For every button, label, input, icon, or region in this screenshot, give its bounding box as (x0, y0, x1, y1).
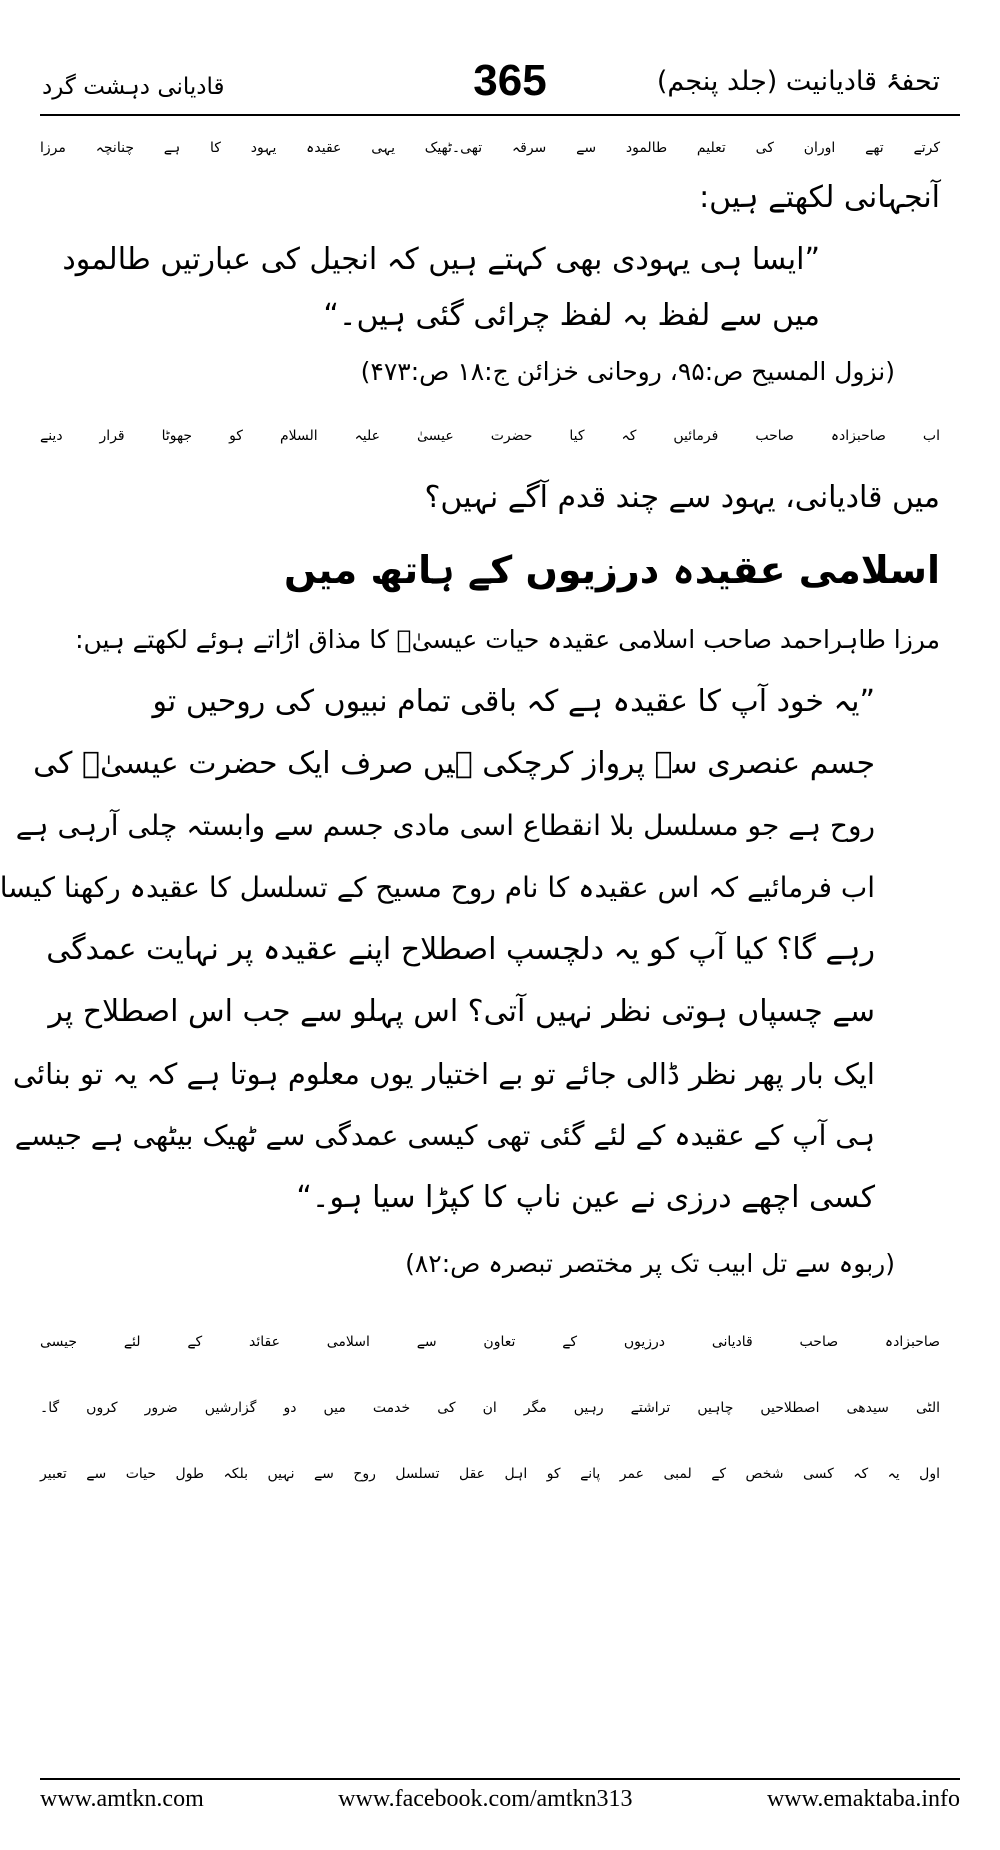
paragraph-line: اول یہ کہ کسی شخص کے لمبی عمر پانے کو اہل عقل تسلسل روح سے نہیں بلکہ طول حیات سے تعبیر (40, 1466, 940, 1482)
chapter-title: قادیانی دہشت گرد (42, 74, 225, 100)
page-number: 365 (473, 56, 547, 105)
reference-citation: (نزول المسیح ص:۹۵، روحانی خزائن ج:۱۸ ص:۴۷۳) (360, 357, 895, 386)
paragraph-line: صاحبزادہ صاحب قادیانی درزیوں کے تعاون سے اسلامی عقائد کے لئے جیسی (40, 1334, 940, 1350)
reference-citation: (ربوہ سے تل ابیب تک پر مختصر تبصرہ ص:۸۲) (405, 1249, 895, 1278)
quote-line: ہی آپ کے عقیدہ کے لئے گئی تھی کیسی عمدگی سے ٹھیک بیٹھی ہے جیسے (14, 1119, 875, 1152)
footer-link-emaktaba[interactable]: www.emaktaba.info (766, 1786, 960, 1812)
quote-line: میں سے لفظ بہ لفظ چرائی گئی ہیں۔“ (323, 298, 820, 333)
quote-line: ”یہ خود آپ کا عقیدہ ہے کہ باقی تمام نبیوں کی روحیں تو (152, 684, 875, 719)
paragraph-line: میں قادیانی، یہود سے چند قدم آگے نہیں؟ (424, 480, 940, 515)
quote-line: رہے گا؟ کیا آپ کو یہ دلچسپ اصطلاح اپنے عقیدہ پر نہایت عمدگی (46, 932, 875, 967)
section-heading: اسلامی عقیدہ درزیوں کے ہاتھ میں (283, 548, 940, 592)
footer-link-amtkn[interactable]: www.amtkn.com (40, 1786, 204, 1812)
quote-line: روح ہے جو مسلسل بلا انقطاع اسی مادی جسم سے وابستہ چلی آرہی ہے (15, 809, 875, 842)
paragraph-line: مرزا طاہراحمد صاحب اسلامی عقیدہ حیات عیسیٰؑ کا مذاق اڑاتے ہوئے لکھتے ہیں: (75, 625, 940, 654)
book-title: تحفۂ قادیانیت (جلد پنجم) (656, 66, 940, 97)
quote-line: سے چسپاں ہوتی نظر نہیں آتی؟ اس پہلو سے جب اس اصطلاح پر (48, 994, 875, 1029)
quote-line: کسی اچھے درزی نے عین ناپ کا کپڑا سیا ہو۔“ (296, 1180, 875, 1215)
quote-line: ایک بار پھر نظر ڈالی جائے تو بے اختیار یوں معلوم ہوتا ہے کہ یہ تو بنائی (12, 1057, 875, 1091)
footer-divider (40, 1778, 960, 1780)
paragraph-line: آنجہانی لکھتے ہیں: (699, 180, 940, 215)
paragraph-line: کرتے تھے اوران کی تعلیم طالمود سے سرقہ تھی۔ٹھیک یہی عقیدہ یہود کا ہے چنانچہ مرزا (40, 140, 941, 156)
quote-line: اب فرمائیے کہ اس عقیدہ کا نام روح مسیح کے تسلسل کا عقیدہ رکھنا کیسا (0, 871, 875, 904)
footer-links (40, 1786, 960, 1813)
paragraph-line: اب صاحبزادہ صاحب فرمائیں کہ کیا حضرت عیسیٰ علیہ السلام کو جھوٹا قرار دینے (40, 428, 940, 444)
paragraph-line: الٹی سیدھی اصطلاحیں چاہیں تراشتے رہیں مگر ان کی خدمت میں دو گزارشیں ضرور کروں گا۔ (40, 1400, 940, 1416)
quote-line: جسم عنصری سے پرواز کرچکی ہیں صرف ایک حضرت عیسیٰؑ کی (33, 746, 875, 781)
header-divider (40, 114, 960, 116)
footer-link-facebook[interactable]: www.facebook.com/amtkn313 (338, 1786, 633, 1812)
quote-line: ”ایسا ہی یہودی بھی کہتے ہیں کہ انجیل کی عبارتیں طالمود (62, 242, 820, 277)
